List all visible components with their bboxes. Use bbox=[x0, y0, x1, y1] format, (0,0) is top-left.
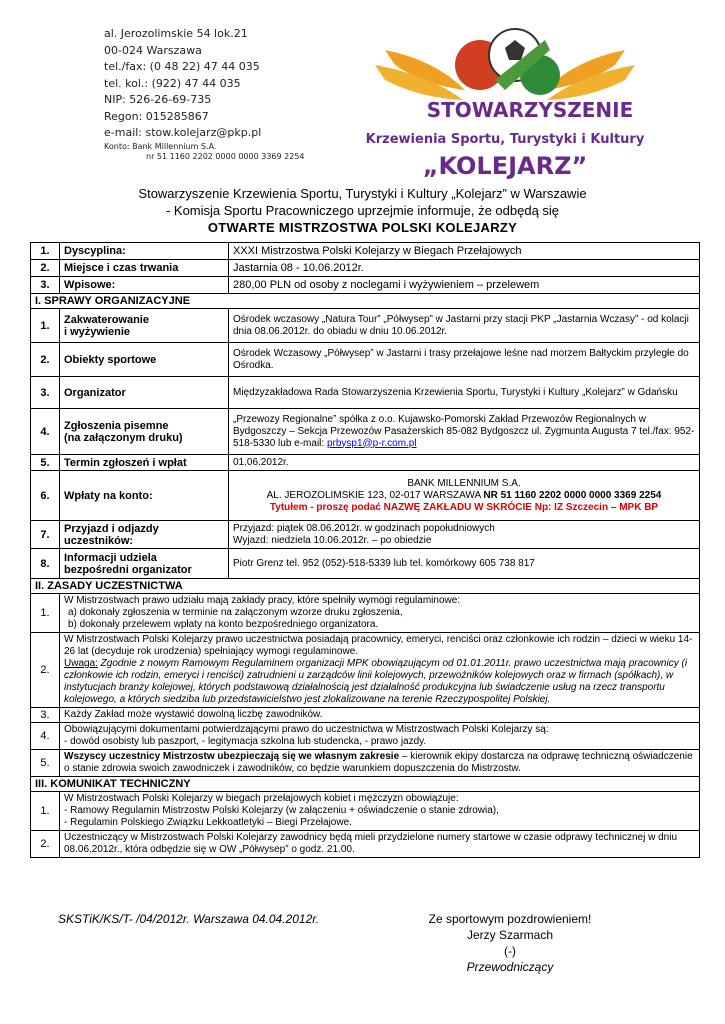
text-line: - Regulamin Polskiego Związku Lekkoatletyki – Biegi Przełajowe. bbox=[64, 817, 352, 828]
signature-mark: (-) bbox=[504, 944, 516, 958]
section3-title: III. KOMUNIKAT TECHNICZNY bbox=[31, 777, 700, 792]
row-label bbox=[60, 409, 229, 455]
text-line: - dowód osobisty lub paszport, - legitymacja szkolna lub studencka, - prawo jazdy. bbox=[64, 736, 427, 747]
transfer-note: Tytułem - proszę podać NAZWĘ ZAKŁADU W SKRÓCIE Np: IZ Szczecin – MPK BP bbox=[269, 501, 659, 513]
signatory-role: Przewodniczący bbox=[466, 960, 554, 974]
row-value bbox=[60, 594, 700, 633]
signatory-name: Jerzy Szarmach bbox=[466, 928, 554, 942]
row-value: Uczestniczący w Mistrzostwach Polski Kolejarzy zawodnicy będą mieli przydzielone numery startowe w czasie odprawy technicznej w dniu 08.06.2012r., która odbędzie się w OW „Półwysep” o godz. 21.00. bbox=[60, 831, 700, 858]
section-header bbox=[31, 294, 700, 309]
label-line: Zakwaterowanie bbox=[64, 313, 149, 326]
row-value: Ośrodek Wczasowy „Półwysep” w Jastarni i trasy przełajowe leśne nad morzem Bałtyckim przyległe do Ośrodka. bbox=[229, 343, 700, 377]
row-value bbox=[60, 723, 700, 750]
text-line: a) dokonały zgłoszenia w terminie na załączonym wzorze druku zgłoszenia, bbox=[68, 607, 403, 618]
row-number: 4. bbox=[31, 723, 60, 750]
row-number: 2. bbox=[31, 343, 60, 377]
address-street: al. Jerozolimskie 54 lok.21 bbox=[104, 27, 248, 40]
address-city: 00-024 Warszawa bbox=[104, 43, 202, 57]
row-number: 8. bbox=[31, 549, 60, 579]
row-number: 1. bbox=[31, 792, 60, 831]
row-label: Dyscyplina: bbox=[60, 243, 229, 260]
note-text: Zgodnie z nowym Ramowym Regulaminem organizacji MPK obowiązującym od 01.01.2011r. prawo uczestnictwa mają pracownicy (i członkowie ich rodzin, emeryci i renciści) zatrudnieni u zarządców linii kolejowych, przewoźników kolejowych oraz w firmach (spółkach), w instytucjach branży kolejowej, których podstawową działalnością jest działalność produkcyjna lub świadczenie usług na rzecz transportu kolejowego, a których siedziba lub przedstawicielstwo jest zlokalizowane na terenie Rzeczypospolitej Polskiej. bbox=[64, 658, 688, 705]
row-number: 2. bbox=[31, 260, 60, 277]
label-line: (na załączonym druku) bbox=[64, 431, 183, 444]
intro-line1: Stowarzyszenie Krzewienia Sportu, Turystyki i Kultury „Kolejarz” w Warszawie bbox=[138, 186, 587, 201]
row-value bbox=[60, 750, 700, 777]
label-line: bezpośredni organizator bbox=[64, 563, 192, 576]
table-row bbox=[31, 409, 700, 455]
address-konto: Konto: Bank Millennium S.A. bbox=[104, 141, 217, 151]
bank-address-line bbox=[233, 490, 695, 502]
document-title: OTWARTE MISTRZOSTWA POLSKI KOLEJARZY bbox=[207, 220, 518, 235]
departure-text: Wyjazd: niedziela 10.06.2012r. – po obiedzie bbox=[233, 534, 432, 546]
note-label: Uwaga: bbox=[64, 658, 98, 669]
intro-line2: - Komisja Sportu Pracowniczego uprzejmie informuje, że odbędą się bbox=[165, 203, 560, 218]
row-value bbox=[229, 521, 700, 549]
row-number: 1. bbox=[31, 243, 60, 260]
address-account-number: nr 51 1160 2202 0000 0000 3369 2254 bbox=[146, 151, 305, 161]
row-value bbox=[229, 409, 700, 455]
table-row bbox=[31, 343, 700, 377]
table-row bbox=[31, 309, 700, 343]
row-label bbox=[60, 309, 229, 343]
row-label: Miejsce i czas trwania bbox=[60, 260, 229, 277]
table-row bbox=[31, 831, 700, 858]
row-value: XXXI Mistrzostwa Polski Kolejarzy w Biegach Przełajowych bbox=[229, 243, 700, 260]
email-link[interactable]: prbysp1@p-r.com.pl bbox=[326, 437, 417, 449]
bank-address: AL. JEROZOLIMSKIE 123, 02-017 WARSZAWA bbox=[266, 489, 481, 501]
row-label: Wpisowe: bbox=[60, 277, 229, 294]
table-row bbox=[31, 471, 700, 521]
table-row bbox=[31, 708, 700, 723]
row-value: 01.06.2012r. bbox=[229, 455, 700, 471]
address-email: e-mail: stow.kolejarz@pkp.pl bbox=[104, 126, 262, 139]
row-label: Wpłaty na konto: bbox=[60, 471, 229, 521]
address-telfax: tel./fax: (0 48 22) 47 44 035 bbox=[104, 60, 260, 73]
text-line: W Mistrzostwach prawo udziału mają zakłady pracy, które spełniły wymogi regulaminowe: bbox=[64, 595, 461, 606]
row-number: 5. bbox=[31, 455, 60, 471]
greeting: Ze sportowym pozdrowieniem! bbox=[428, 912, 592, 926]
competition-info-table bbox=[30, 242, 700, 858]
value-text: „Przewozy Regionalne” spółka z o.o. Kujawsko-Pomorski Zakład Przewozów Regionalnych w Bydgoszczy – Sekcja Przewozów Pasażerskich 85-082 Bydgoszcz ul. Zygmunta Augusta 7 tel./fax: 952-518-5330 lub e-mail: bbox=[233, 413, 695, 449]
address-nip: NIP: 526-26-69-735 bbox=[104, 93, 212, 106]
row-value: Każdy Zakład może wystawić dowolną liczbę zawodników. bbox=[60, 708, 700, 723]
bold-text: Wszyscy uczestnicy Mistrzostw ubezpieczają się we własnym zakresie bbox=[64, 751, 400, 762]
label-line: Przyjazd i odjazdy bbox=[64, 522, 159, 535]
organization-logo bbox=[345, 20, 665, 180]
section-header bbox=[31, 579, 700, 594]
row-number: 5. bbox=[31, 750, 60, 777]
row-value bbox=[60, 633, 700, 708]
label-line: uczestników: bbox=[64, 534, 134, 547]
section2-title: II. ZASADY UCZESTNICTWA bbox=[31, 579, 700, 594]
row-number: 3. bbox=[31, 277, 60, 294]
label-line: Zgłoszenia pisemne bbox=[64, 419, 169, 432]
row-label bbox=[60, 549, 229, 579]
section1-title: I. SPRAWY ORGANIZACYJNE bbox=[31, 294, 700, 309]
table-row bbox=[31, 594, 700, 633]
table-row bbox=[31, 377, 700, 409]
row-number: 1. bbox=[31, 309, 60, 343]
row-value: Piotr Grenz tel. 952 (052)-518-5339 lub tel. komórkowy 605 738 817 bbox=[229, 549, 700, 579]
row-value: Międzyzakładowa Rada Stowarzyszenia Krzewienia Sportu, Turystyki i Kultury „Kolejarz” w Gdańsku bbox=[229, 377, 700, 409]
table-row bbox=[31, 455, 700, 471]
table-row bbox=[31, 521, 700, 549]
arrival-text: Przyjazd: piątek 08.06.2012r. w godzinach popołudniowych bbox=[233, 522, 495, 534]
row-number: 2. bbox=[31, 633, 60, 708]
row-number: 4. bbox=[31, 409, 60, 455]
text-line: Obowiązującymi dokumentami potwierdzającymi prawo do uczestnictwa w Mistrzostwach Polski Kolejarzy są: bbox=[64, 724, 549, 735]
sender-address bbox=[104, 26, 344, 162]
document-reference: SKSTiK/KS/T- /04/2012r. Warszawa 04.04.2012r. bbox=[58, 912, 320, 926]
logo-line3: „KOLEJARZ” bbox=[422, 152, 588, 180]
text-line: b) dokonały przelewem wpłaty na konto bezpośredniego organizatora. bbox=[68, 619, 379, 630]
row-value: 280,00 PLN od osoby z noclegami i wyżywieniem – przelewem bbox=[229, 277, 700, 294]
table-row bbox=[31, 723, 700, 750]
table-row bbox=[31, 277, 700, 294]
row-value bbox=[229, 471, 700, 521]
row-value: Jastarnia 08 - 10.06.2012r. bbox=[229, 260, 700, 277]
table-row bbox=[31, 243, 700, 260]
table-row bbox=[31, 633, 700, 708]
row-label: Termin zgłoszeń i wpłat bbox=[60, 455, 229, 471]
text-line: W Mistrzostwach Polski Kolejarzy w biegach przełajowych kobiet i mężczyzn obowiązuje: bbox=[64, 793, 459, 804]
logo-line1: STOWARZYSZENIE bbox=[426, 98, 634, 122]
text-line: W Mistrzostwach Polski Kolejarzy prawo uczestnictwa posiadają pracownicy, emeryci, renciści oraz członkowie ich rodzin – dzieci w wieku 14-26 lat (decyduje rok urodzenia) spełniający wymogi regulaminowe. bbox=[64, 634, 693, 657]
bank-name: BANK MILLENNIUM S.A. bbox=[407, 477, 521, 489]
logo-line2: Krzewienia Sportu, Turystyki i Kultury bbox=[365, 132, 645, 147]
row-label: Obiekty sportowe bbox=[60, 343, 229, 377]
row-number: 1. bbox=[31, 594, 60, 633]
table-row bbox=[31, 750, 700, 777]
label-line: i wyżywienie bbox=[64, 325, 131, 338]
table-row bbox=[31, 260, 700, 277]
address-telkol: tel. kol.: (922) 47 44 035 bbox=[104, 76, 241, 90]
text-line: - Ramowy Regulamin Mistrzostw Polski Kolejarzy (w załączeniu + oświadczenie o stanie zdrowia), bbox=[64, 805, 499, 816]
row-number: 3. bbox=[31, 377, 60, 409]
row-number: 7. bbox=[31, 521, 60, 549]
row-label: Organizator bbox=[60, 377, 229, 409]
row-number: 2. bbox=[31, 831, 60, 858]
bank-account: NR 51 1160 2202 0000 0000 3369 2254 bbox=[483, 489, 662, 501]
row-value: Ośrodek wczasowy „Natura Tour” „Półwysep” w Jastarni przy stacji PKP „Jastarnia Wczasy” - od kolacji dnia 08.06.2012r. do obiadu w dniu 10.06.2012r. bbox=[229, 309, 700, 343]
table-row bbox=[31, 792, 700, 831]
row-number: 6. bbox=[31, 471, 60, 521]
label-line: Informacji udziela bbox=[64, 551, 157, 564]
address-regon: Regon: 015285867 bbox=[104, 109, 209, 123]
text: – kierownik ekipy dostarcza na odprawę techniczną oświadczenie o stanie zdrowia swoich zawodniczek i zawodników, co będzie warunkiem dopuszczenia do Mistrzostw. bbox=[64, 751, 693, 774]
row-label bbox=[60, 521, 229, 549]
row-number: 3. bbox=[31, 708, 60, 723]
row-value bbox=[60, 792, 700, 831]
section-header bbox=[31, 777, 700, 792]
table-row bbox=[31, 549, 700, 579]
